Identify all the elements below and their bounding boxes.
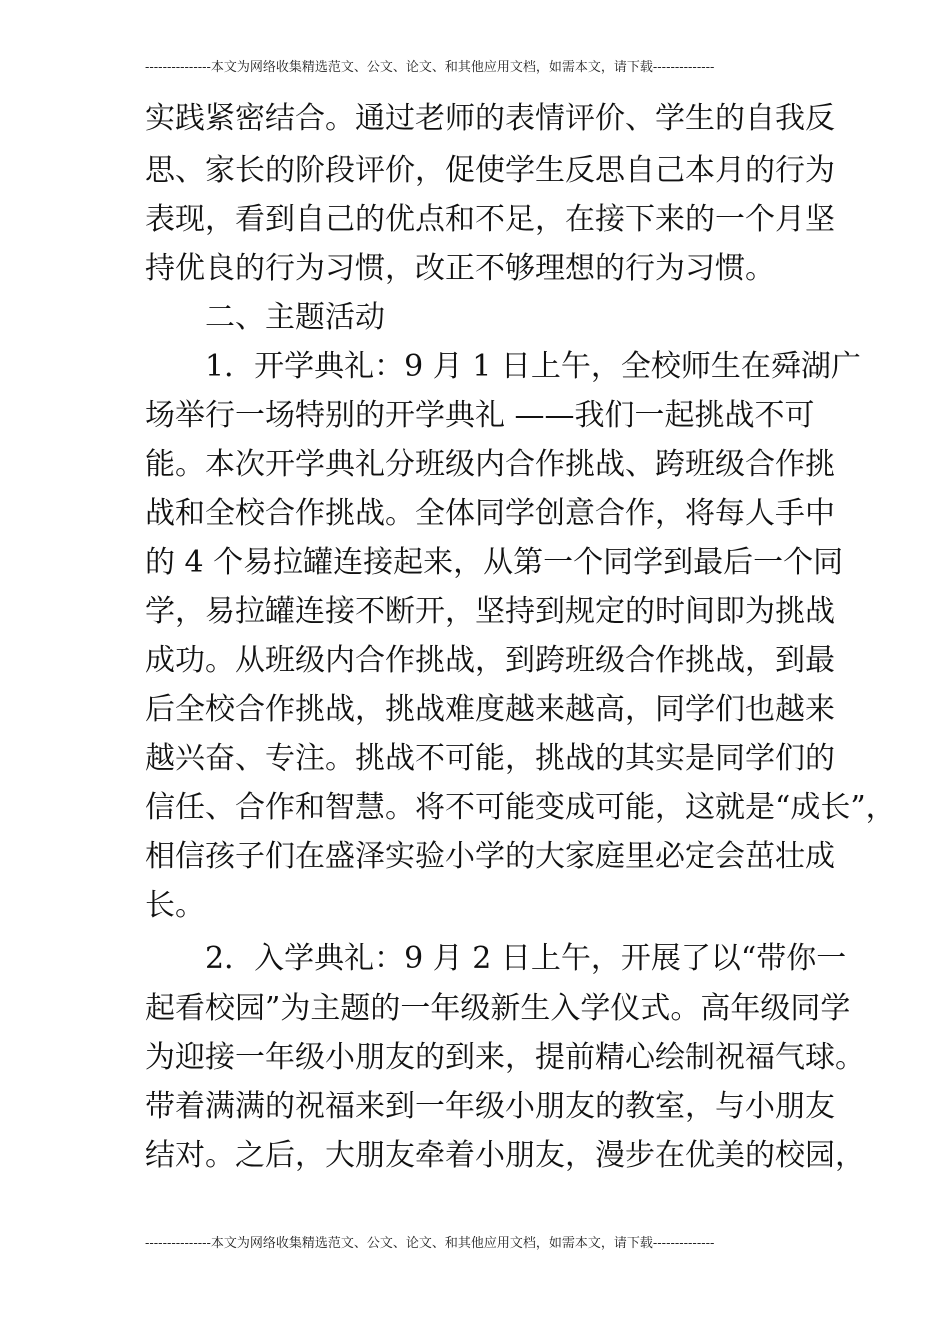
text-line-4: 持优良的行为习惯，改正不够理想的行为习惯。 (145, 251, 775, 286)
text-line-6: 1．开学典礼：9 月 1 日上午，全校师生在舜湖广 (205, 349, 861, 384)
text-line-12: 成功。从班级内合作挑战，到跨班级合作挑战，到最 (145, 643, 835, 678)
text-line-21: 带着满满的祝福来到一年级小朋友的教室，与小朋友 (145, 1089, 835, 1124)
text-line-14: 越兴奋、专注。挑战不可能，挑战的其实是同学们的 (145, 741, 835, 776)
page-header: ---------------本文为网络收集精选范文、公文、论文、和其他应用文档，如需本文，请下载-------------- (145, 60, 715, 75)
text-line-11: 学，易拉罐连接不断开，坚持到规定的时间即为挑战 (145, 594, 835, 629)
text-line-3: 表现，看到自己的优点和不足，在接下来的一个月坚 (145, 202, 835, 237)
text-line-9: 战和全校合作挑战。全体同学创意合作，将每人手中 (145, 496, 835, 531)
text-line-20: 为迎接一年级小朋友的到来，提前精心绘制祝福气球。 (145, 1040, 865, 1075)
text-line-10: 的 4 个易拉罐连接起来，从第一个同学到最后一个同 (145, 545, 844, 580)
text-line-1: 实践紧密结合。通过老师的表情评价、学生的自我反 (145, 101, 835, 136)
section-heading: 二、主题活动 (205, 300, 385, 335)
text-line-2: 思、家长的阶段评价，促使学生反思自己本月的行为 (145, 153, 835, 188)
page-footer: ---------------本文为网络收集精选范文、公文、论文、和其他应用文档，如需本文，请下载-------------- (145, 1236, 715, 1251)
text-line-7: 场举行一场特别的开学典礼 ——我们一起挑战不可 (145, 398, 815, 433)
text-line-17: 长。 (145, 888, 205, 923)
text-line-13: 后全校合作挑战，挑战难度越来越高，同学们也越来 (145, 692, 835, 727)
text-line-22: 结对。之后，大朋友牵着小朋友，漫步在优美的校园， (145, 1138, 865, 1173)
text-line-8: 能。本次开学典礼分班级内合作挑战、跨班级合作挑 (145, 447, 835, 482)
text-line-16: 相信孩子们在盛泽实验小学的大家庭里必定会茁壮成 (145, 839, 835, 874)
text-line-15: 信任、合作和智慧。将不可能变成可能，这就是“成长”， (145, 790, 896, 825)
text-line-19: 起看校园”为主题的一年级新生入学仪式。高年级同学 (145, 991, 851, 1026)
text-line-18: 2．入学典礼：9 月 2 日上午，开展了以“带你一 (205, 941, 847, 976)
